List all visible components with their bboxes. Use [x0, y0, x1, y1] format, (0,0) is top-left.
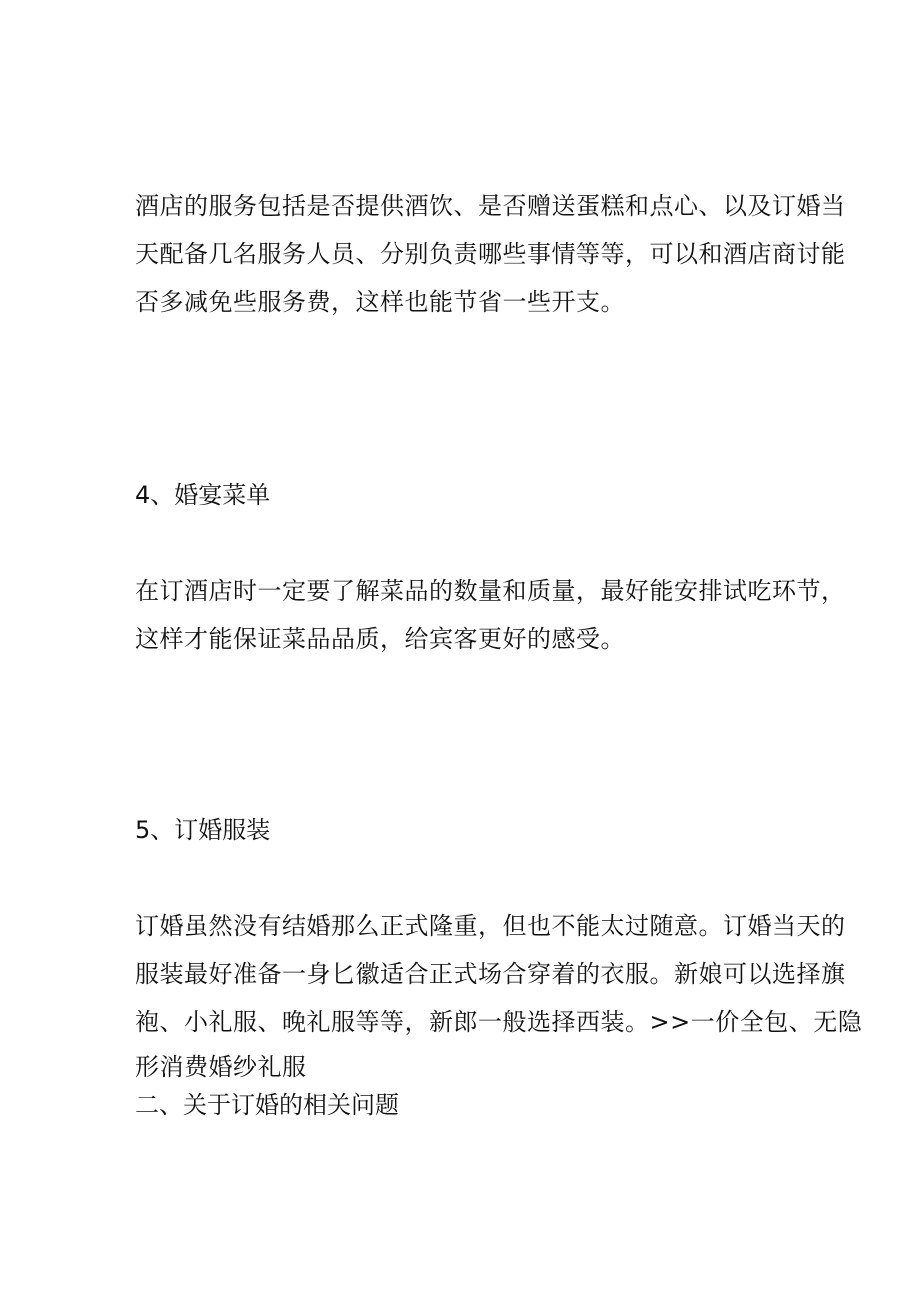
heading-engagement-attire: 5、订婚服装 [135, 816, 271, 844]
text-line: 在订酒店时一定要了解菜品的数量和质量，最好能安排试吃环节， [135, 577, 846, 605]
text-line: 形消费婚纱礼服 [135, 1053, 307, 1081]
text-line: 天配备几名服务人员、分别负责哪些事情等等，可以和酒店商讨能 [135, 240, 846, 268]
text-line: 酒店的服务包括是否提供酒饮、是否赠送蛋糕和点心、以及订婚当 [135, 192, 846, 220]
text-line: 服装最好准备一身匕徽适合正式场合穿着的衣服。新娘可以选择旗 [135, 960, 846, 988]
text-line: 这样才能保证菜品品质，给宾客更好的感受。 [135, 625, 625, 653]
section-heading-engagement-questions: 二、关于订婚的相关问题 [135, 1091, 399, 1119]
heading-banquet-menu: 4、婚宴菜单 [135, 481, 271, 509]
paragraph-banquet-menu [135, 567, 846, 663]
text-line: 袍、小礼服、晚礼服等等，新郎一般选择西装。>>一价全包、无隐 [135, 1008, 863, 1036]
text-line: 订婚虽然没有结婚那么正式隆重，但也不能太过随意。订婚当天的 [135, 912, 846, 940]
paragraph-hotel-services [135, 182, 846, 326]
text-line: 否多减免些服务费，这样也能节省一些开支。 [135, 288, 625, 316]
paragraph-engagement-attire [135, 902, 863, 1088]
